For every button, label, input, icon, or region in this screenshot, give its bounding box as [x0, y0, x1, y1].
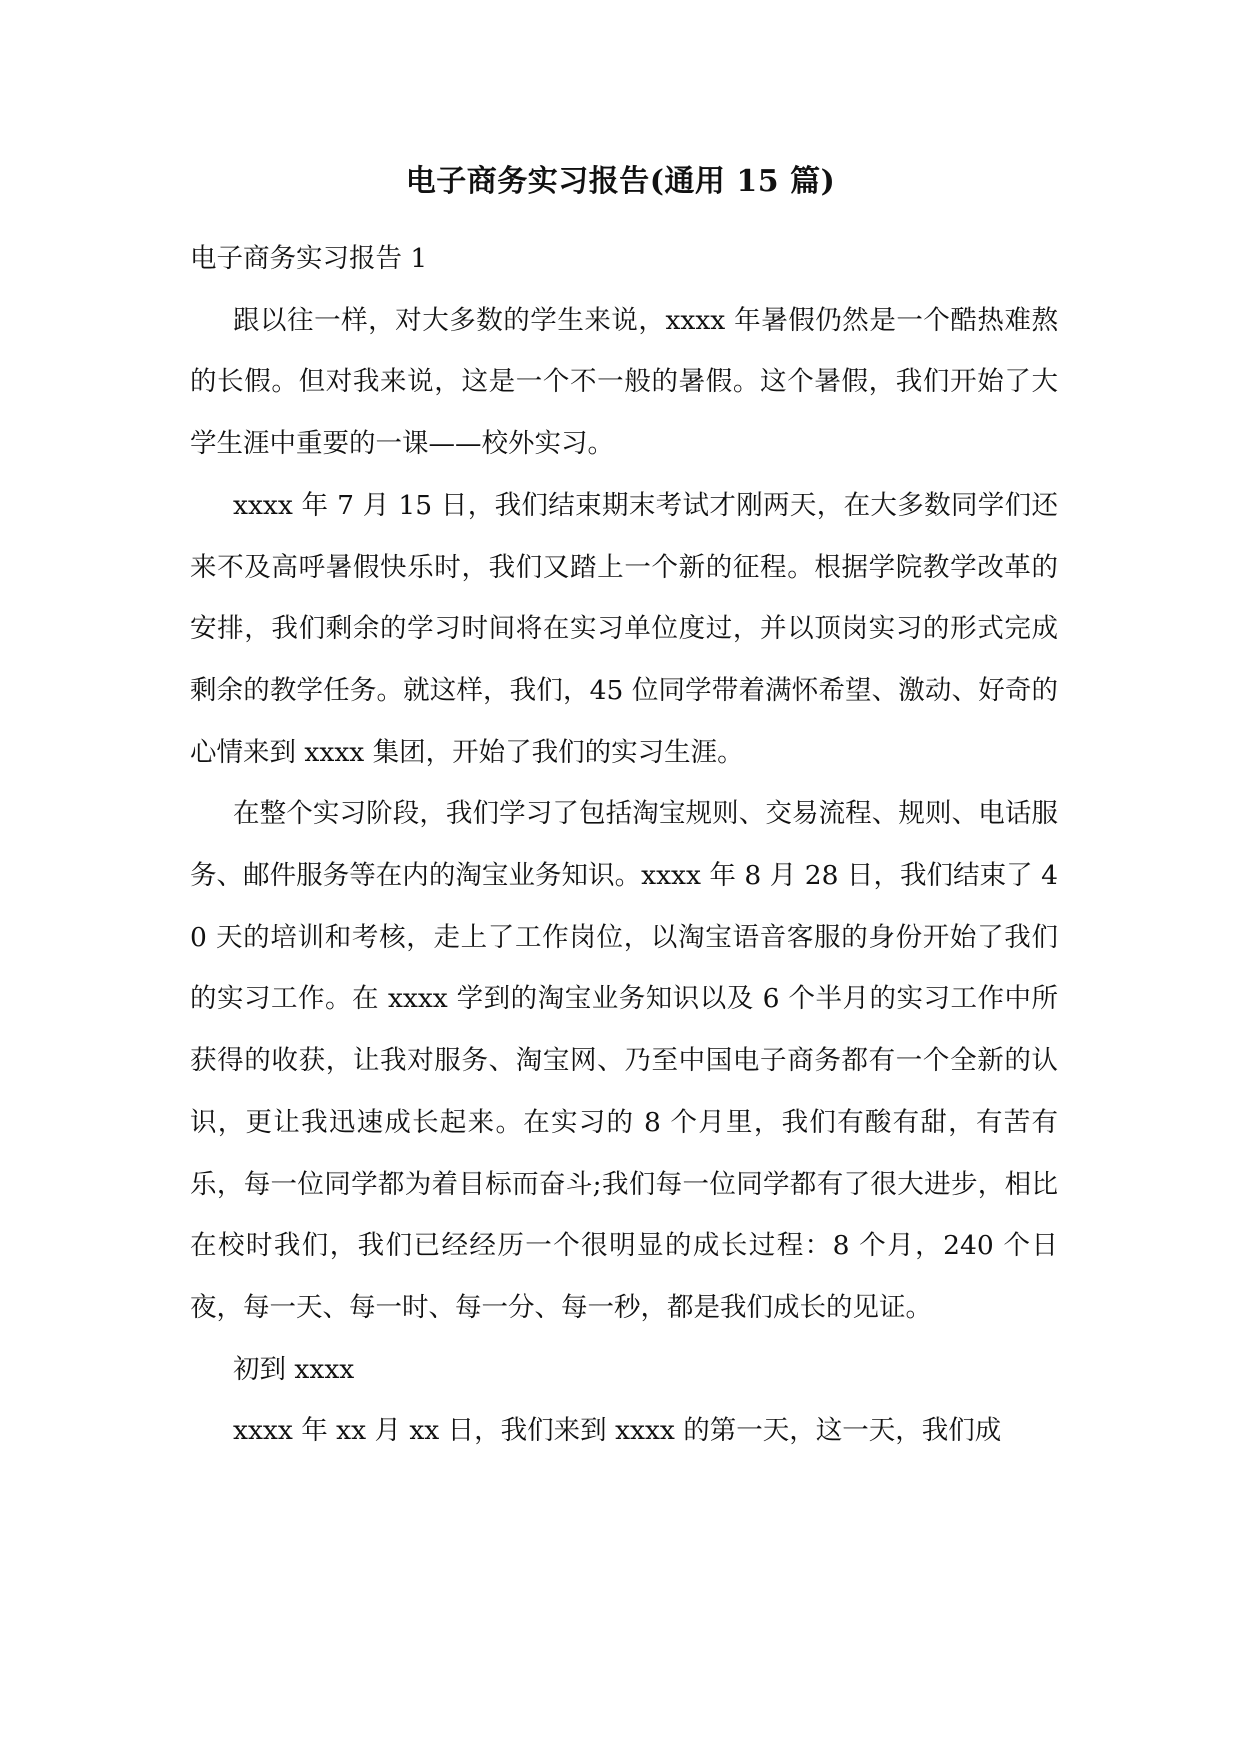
document-title: 电子商务实习报告(通用 15 篇): [405, 164, 836, 199]
subheading: 初到 xxxx: [233, 1353, 355, 1385]
document-body: [190, 228, 1058, 1462]
paragraph: xxxx 年 7 月 15 日，我们结束期末考试才刚两天，在大多数同学们还来不及高呼暑假快乐时，我们又踏上一个新的征程。根据学院教学改革的安排，我们剩余的学习时间将在实习单位度过，并以顶岗实习的形式完成剩余的教学任务。就这样，我们，45 位同学带着满怀希望、激动、好奇的心情来到 xxxx 集团，开始了我们的实习生涯。: [190, 489, 1058, 768]
paragraph: 在整个实习阶段，我们学习了包括淘宝规则、交易流程、规则、电话服务、邮件服务等在内的淘宝业务知识。xxxx 年 8 月 28 日，我们结束了 40 天的培训和考核，走上了工作岗位，以淘宝语音客服的身份开始了我们的实习工作。在 xxxx 学到的淘宝业务知识以及 6 个半月的实习工作中所获得的收获，让我对服务、淘宝网、乃至中国电子商务都有一个全新的认识，更让我迅速成长起来。在实习的 8 个月里，我们有酸有甜，有苦有乐，每一位同学都为着目标而奋斗;我们每一位同学都有了很大进步，相比在校时我们，我们已经经历一个很明显的成长过程：8 个月，240 个日夜，每一天、每一时、每一分、每一秒，都是我们成长的见证。: [190, 798, 1058, 1323]
section-heading: 电子商务实习报告 1: [190, 243, 428, 274]
paragraph: 跟以往一样，对大多数的学生来说，xxxx 年暑假仍然是一个酷热难熬的长假。但对我来说，这是一个不一般的暑假。这个暑假，我们开始了大学生涯中重要的一课——校外实习。: [190, 304, 1058, 460]
paragraph: xxxx 年 xx 月 xx 日，我们来到 xxxx 的第一天，这一天，我们成: [233, 1415, 1002, 1447]
